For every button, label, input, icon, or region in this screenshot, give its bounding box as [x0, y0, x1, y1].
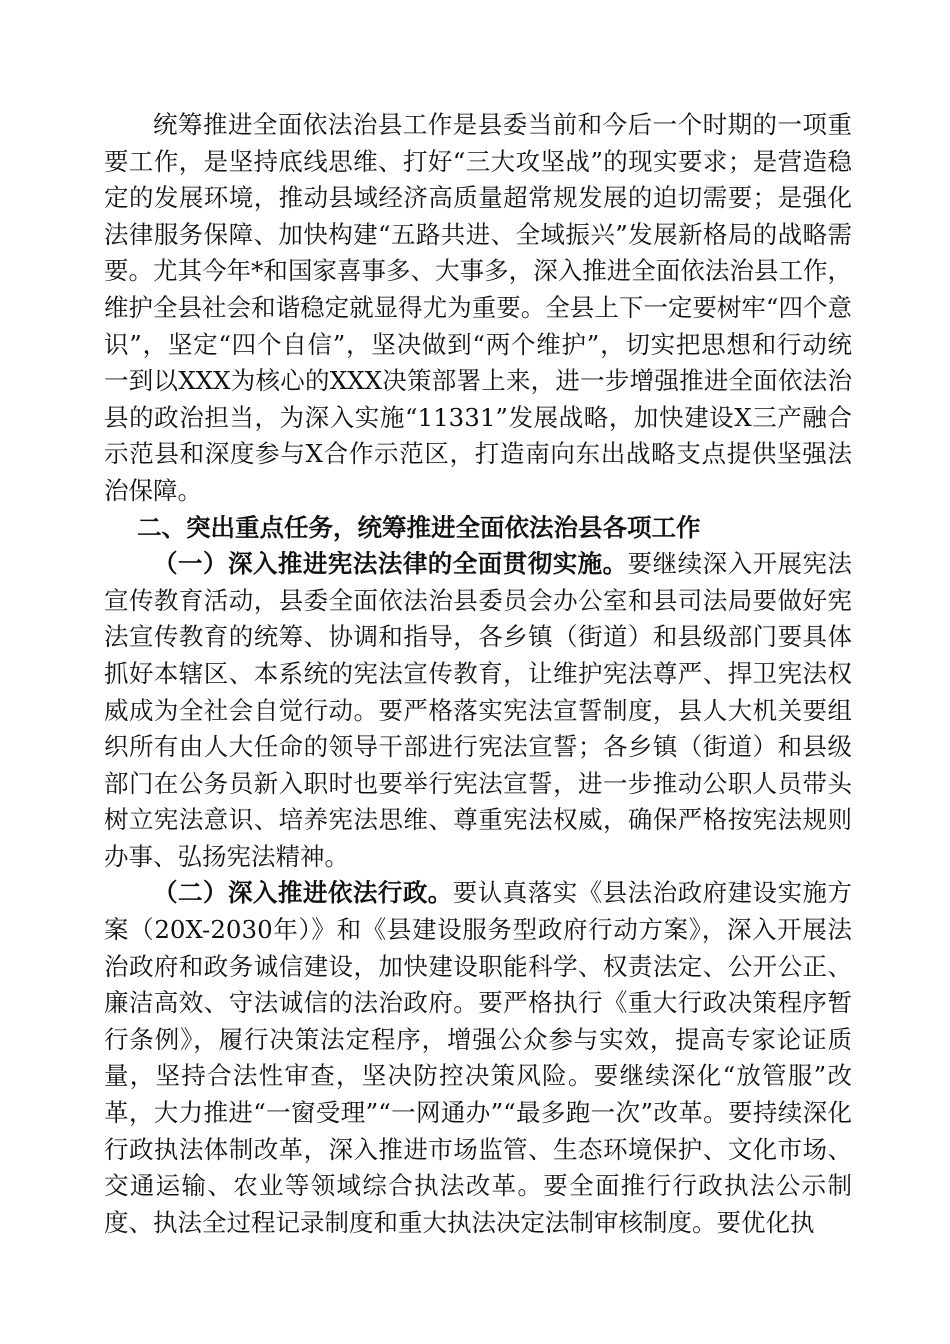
subsection-body-1: 要继续深入开展宪法宣传教育活动，县委全面依法治县委员会办公室和县司法局要做好宪法宣传教育的统筹、协调和指导，各乡镇（街道）和县级部门要具体抓好本辖区、本系统的宪法宣传教育，让维护宪法尊严、捍卫宪法权威成为全社会自觉行动。要严格落实宪法宣誓制度，县人大机关要组织所有由人大任命的领导干部进行宪法宣誓；各乡镇（街道）和县级部门在公务员新入职时也要举行宪法宣誓，进一步推动公职人员带头树立宪法意识、培养宪法思维、尊重宪法权威，确保严格按宪法规则办事、弘扬宪法精神。 [104, 549, 853, 871]
subsection-body-2: 要认真落实《县法治政府建设实施方案（20X-2030年）》和《县建设服务型政府行动方案》，深入开展法治政府和政务诚信建设，加快建设职能科学、权责法定、公开公正、廉洁高效、守法诚信的法治政府。要严格执行《重大行政决策程序暂行条例》，履行决策法定程序，增强公众参与实效，提高专家论证质量，坚持合法性审查，坚决防控决策风险。要继续深化“放管服”改革，大力推进“一窗受理”“一网通办”“最多跑一次”改革。要持续深化行政执法体制改革，深入推进市场监管、生态环境保护、文化市场、交通运输、农业等领域综合执法改革。要全面推行行政执法公示制度、执法全过程记录制度和重大执法决定法制审核制度。要优化执 [104, 878, 853, 1237]
subsection-lead-2: （二）深入推进依法行政。 [153, 878, 453, 908]
paragraph-constitution [104, 546, 852, 875]
section-heading-2: 二、突出重点任务，统筹推进全面依法治县各项工作 [137, 512, 701, 542]
paragraph-significance: 统筹推进全面依法治县工作是县委当前和今后一个时期的一项重要工作，是坚持底线思维、打好“三大攻坚战”的现实要求；是营造稳定的发展环境，推动县域经济高质量超常规发展的迫切需要；是强化法律服务保障、加快构建“五路共进、全域振兴”发展新格局的战略需要。尤其今年*和国家喜事多、大事多，深入推进全面依法治县工作，维护全县社会和谐稳定就显得尤为重要。全县上下一定要树牢“四个意识”，坚定“四个自信”，坚决做到“两个维护”，切实把思想和行动统一到以XXX为核心的XXX决策部署上来，进一步增强推进全面依法治县的政治担当，为深入实施“11331”发展战略，加快建设X三产融合示范县和深度参与X合作示范区，打造南向东出战略支点提供坚强法治保障。 [104, 110, 852, 505]
paragraph-administration [104, 875, 852, 1241]
subsection-lead-1: （一）深入推进宪法法律的全面贯彻实施。 [153, 549, 628, 579]
document-body [104, 107, 852, 1241]
